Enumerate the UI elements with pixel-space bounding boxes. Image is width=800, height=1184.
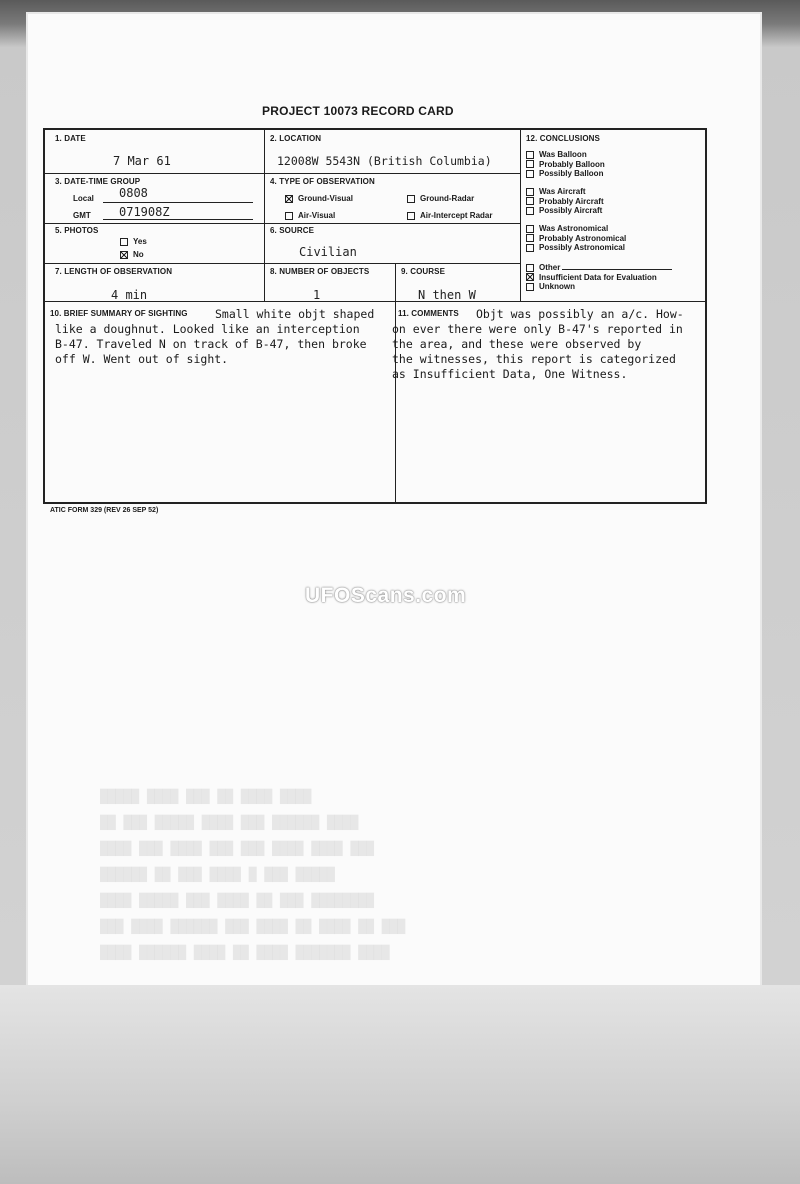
card-title: PROJECT 10073 RECORD CARD: [262, 104, 454, 118]
objects-value: 1: [313, 288, 321, 302]
checked-checkbox-icon: [285, 195, 293, 203]
checkbox-icon: [526, 197, 534, 205]
bleed-through-text: ████ ██████ ████ ██ ████ ███████ ████ ███ ████ ██████ ███ ████ ██ ████ ██ ███ ████ █████ ███ ████ ██ ███ ████████ ██████ ██ ███ ████ █ ███ █████ ████ ███ ████ ███ ███ ████ ████ ███ ██ ███ █████ ████ ███ ██████ ████ █████ ████ ███ ██ ████ ████: [100, 788, 406, 959]
conclusions-group-other: [526, 263, 672, 292]
type-air-visual: Air-Visual: [285, 211, 335, 220]
comments-label: 11. COMMENTS: [398, 309, 459, 318]
watermark: UFOScans.com: [305, 584, 467, 607]
conclusion-possibly-aircraft: Possibly Aircraft: [526, 206, 604, 216]
length-label: 7. LENGTH OF OBSERVATION: [55, 267, 173, 276]
conclusion-possibly-balloon: Possibly Balloon: [526, 169, 605, 179]
date-value: 7 Mar 61: [113, 154, 171, 168]
gmt-value: 071908Z: [119, 205, 170, 219]
checkbox-icon: [526, 244, 534, 252]
checkbox-icon: [407, 195, 415, 203]
location-value: 12008W 5543N (British Columbia): [277, 154, 492, 168]
gmt-label: GMT: [73, 211, 91, 220]
local-value: 0808: [119, 186, 148, 200]
photos-yes: Yes: [120, 237, 147, 246]
checkbox-icon: [526, 151, 534, 159]
type-air-intercept-radar: Air-Intercept Radar: [407, 211, 492, 220]
date-time-group-label: 3. DATE-TIME GROUP: [55, 177, 141, 186]
source-label: 6. SOURCE: [270, 226, 315, 235]
location-cell: [265, 130, 521, 174]
course-cell: [396, 264, 521, 302]
date-label: 1. DATE: [55, 134, 86, 143]
conclusion-probably-aircraft: Probably Aircraft: [526, 197, 604, 207]
source-value: Civilian: [299, 245, 357, 259]
photos-no: No: [120, 250, 144, 259]
conclusion-was-aircraft: Was Aircraft: [526, 187, 604, 197]
date-time-group-cell: [45, 174, 265, 224]
conclusion-probably-astronomical: Probably Astronomical: [526, 234, 626, 244]
conclusion-unknown: Unknown: [526, 282, 672, 292]
gmt-underline: [103, 219, 253, 220]
length-cell: [45, 264, 265, 302]
conclusion-probably-balloon: Probably Balloon: [526, 160, 605, 170]
checkbox-icon: [120, 238, 128, 246]
source-cell: [265, 224, 521, 264]
type-ground-visual: Ground-Visual: [285, 194, 353, 203]
checkbox-icon: [285, 212, 293, 220]
checkbox-icon: [526, 264, 534, 272]
photos-label: 5. PHOTOS: [55, 226, 99, 235]
local-label: Local: [73, 194, 94, 203]
type-of-observation-cell: [265, 174, 521, 224]
location-label: 2. LOCATION: [270, 134, 322, 143]
course-label: 9. COURSE: [401, 267, 446, 276]
summary-label: 10. BRIEF SUMMARY OF SIGHTING: [50, 309, 188, 318]
conclusion-possibly-astronomical: Possibly Astronomical: [526, 243, 626, 253]
course-value: N then W: [418, 288, 476, 302]
checked-checkbox-icon: [120, 251, 128, 259]
conclusion-was-astronomical: Was Astronomical: [526, 224, 626, 234]
comments-first-line: Objt was possibly an a/c. How-: [476, 307, 684, 321]
checkbox-icon: [526, 207, 534, 215]
comments-text: on ever there were only B-47's reported in the area, and these were observed by the witnesses, this report is categorized as Insufficient Data, One Witness.: [392, 322, 683, 381]
local-underline: [103, 202, 253, 203]
conclusion-was-balloon: Was Balloon: [526, 150, 605, 160]
checkbox-icon: [526, 234, 534, 242]
objects-label: 8. NUMBER OF OBJECTS: [270, 267, 370, 276]
summary-first-line: Small white objt shaped: [215, 307, 375, 321]
conclusion-other: Other: [526, 263, 672, 273]
photos-cell: [45, 224, 265, 264]
objects-cell: [265, 264, 396, 302]
checkbox-icon: [526, 160, 534, 168]
form-identifier: ATIC FORM 329 (REV 26 SEP 52): [50, 507, 159, 514]
conclusions-label: 12. CONCLUSIONS: [526, 134, 600, 143]
record-card: [43, 128, 707, 504]
summary-text: like a doughnut. Looked like an interception B-47. Traveled N on track of B-47, then broke off W. Went out of sight.: [55, 322, 367, 366]
type-ground-radar: Ground-Radar: [407, 194, 474, 203]
conclusion-insufficient-data: Insufficient Data for Evaluation: [526, 273, 672, 283]
conclusions-group-astronomical: [526, 224, 626, 253]
type-label: 4. TYPE OF OBSERVATION: [270, 177, 375, 186]
scan-margin: [0, 985, 800, 1184]
conclusions-cell: [521, 130, 705, 302]
checkbox-icon: [526, 170, 534, 178]
summary-cell: [45, 302, 396, 502]
conclusions-group-aircraft: [526, 187, 604, 216]
comments-cell: [392, 302, 705, 502]
date-cell: [45, 130, 265, 174]
checkbox-icon: [407, 212, 415, 220]
length-value: 4 min: [111, 288, 148, 302]
conclusions-group-balloon: [526, 150, 605, 179]
checkbox-icon: [526, 283, 534, 291]
checked-checkbox-icon: [526, 273, 534, 281]
checkbox-icon: [526, 225, 534, 233]
checkbox-icon: [526, 188, 534, 196]
